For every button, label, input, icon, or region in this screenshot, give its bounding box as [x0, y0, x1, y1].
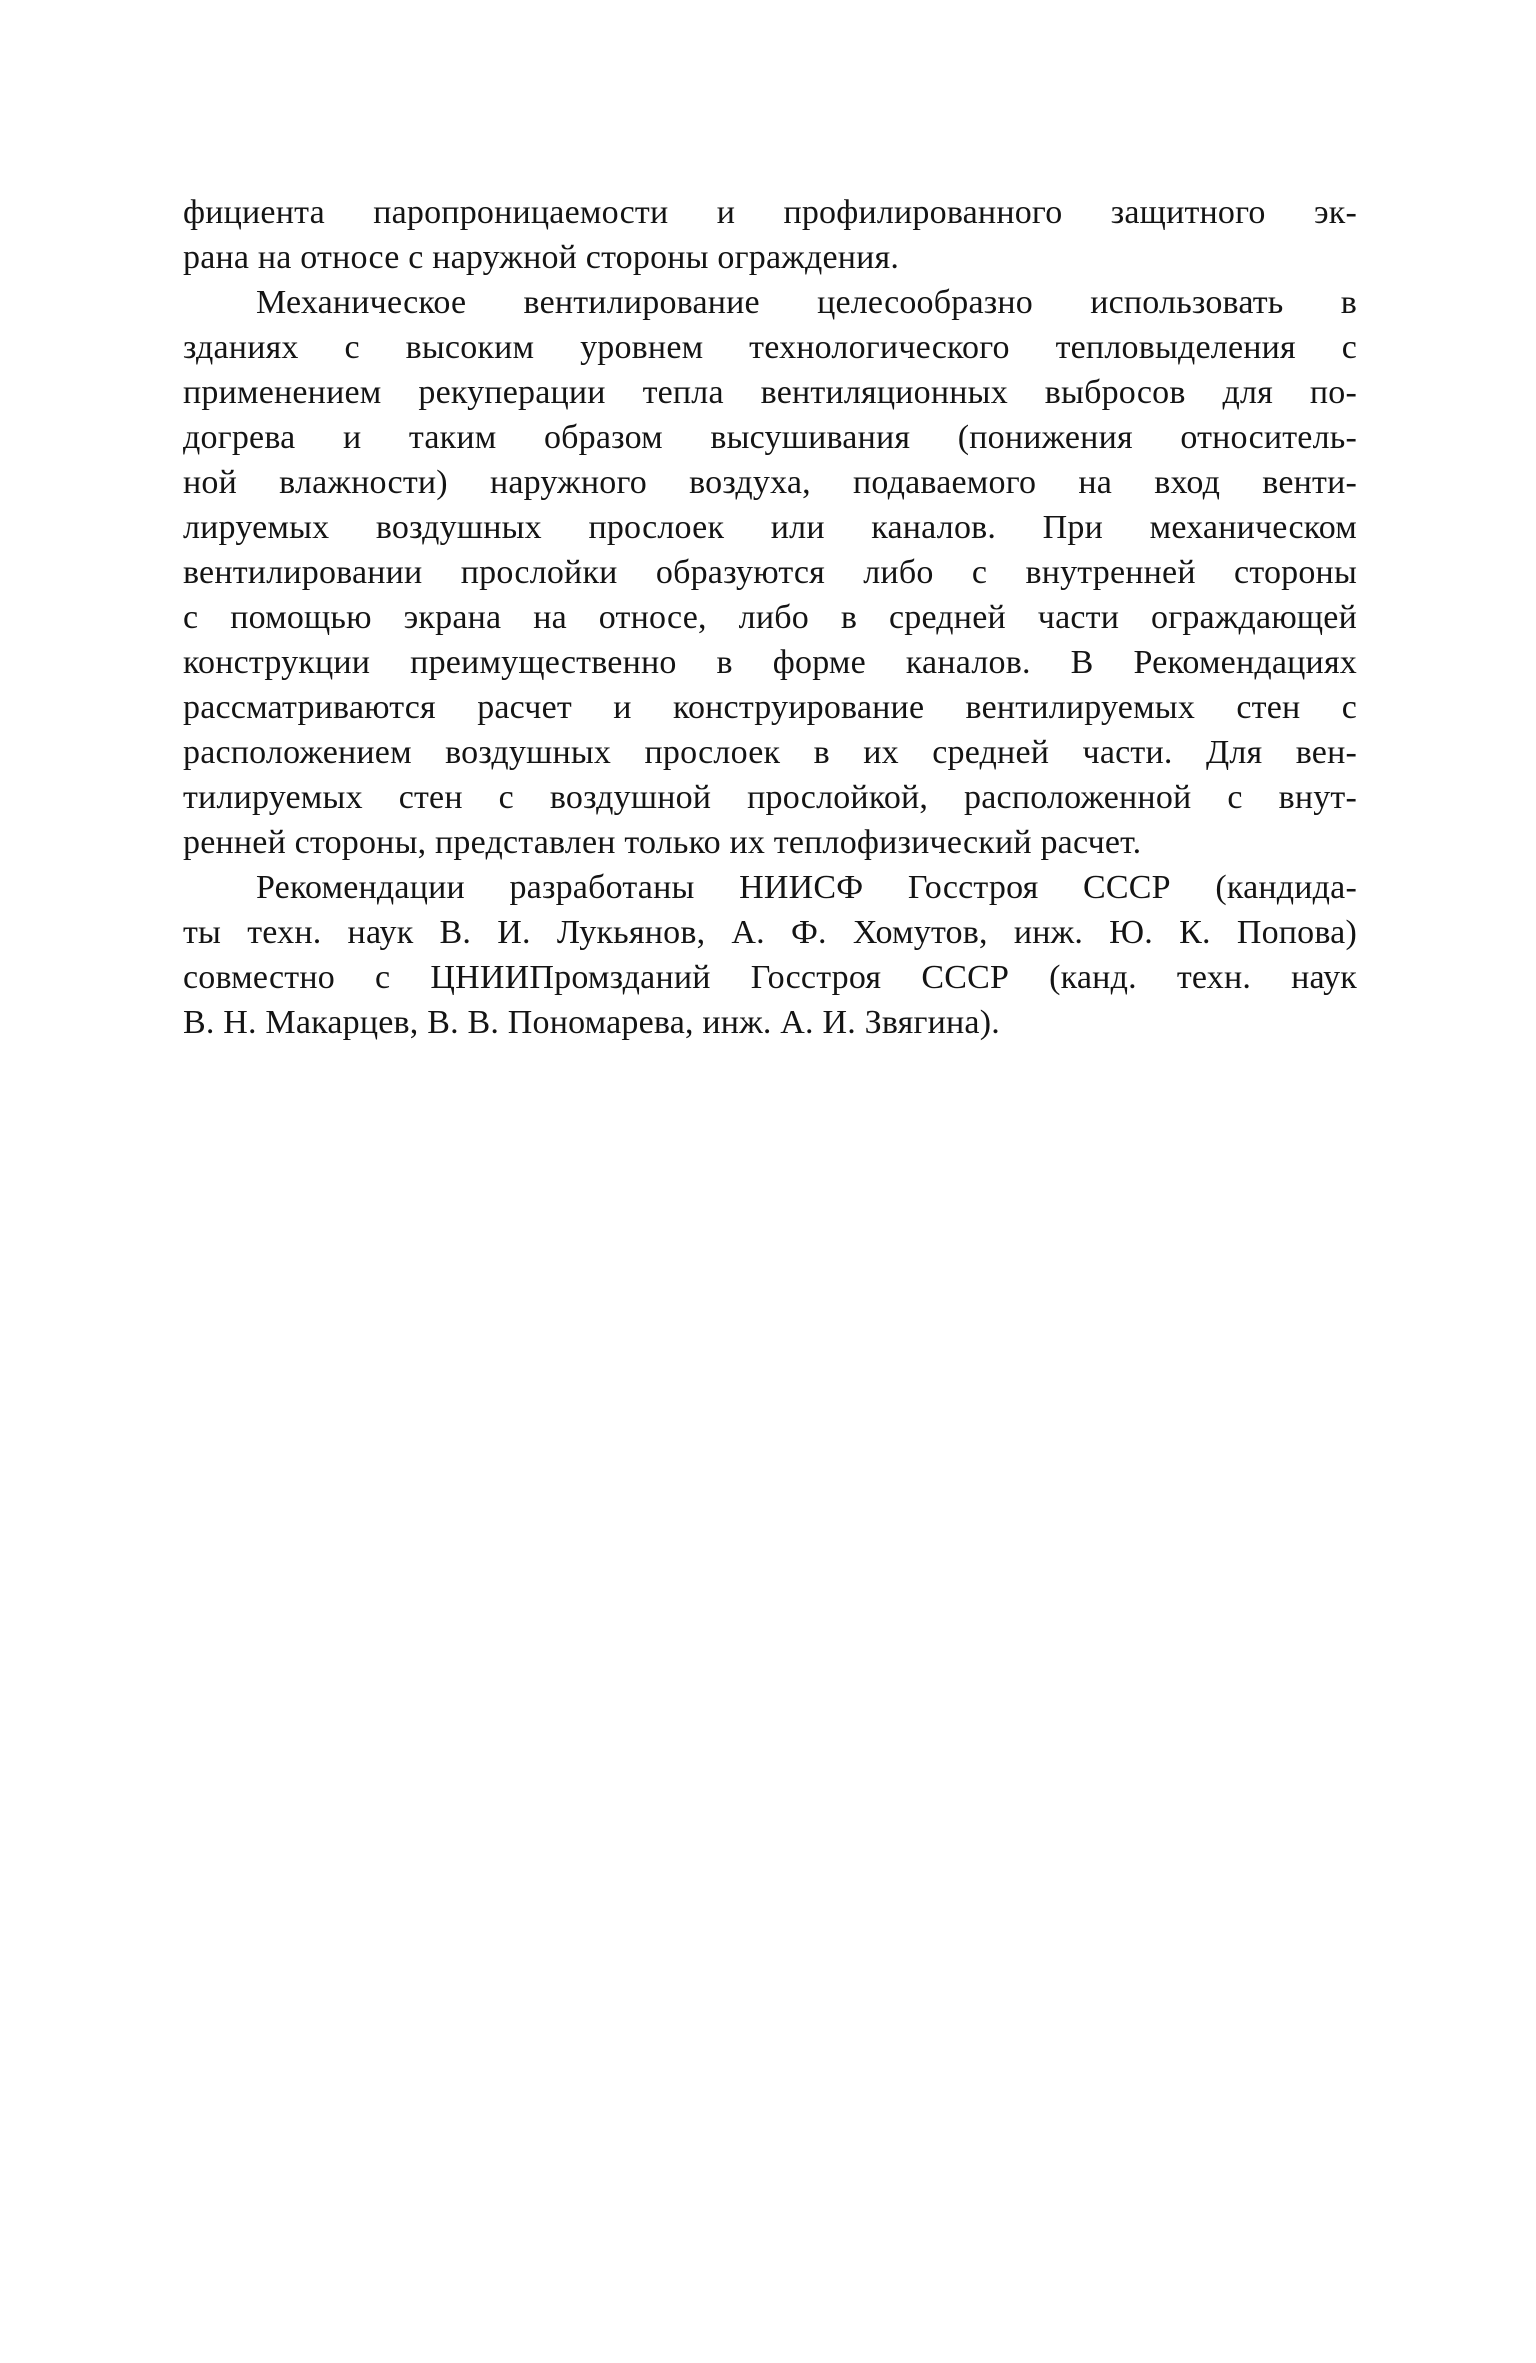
text-line: совместно с ЦНИИПромзданий Госстроя СССР (канд. техн. наук — [183, 959, 1357, 996]
text-line: ной влажности) наружного воздуха, подаваемого на вход венти- — [183, 464, 1357, 501]
text-line: с помощью экрана на относе, либо в средней части ограждающей — [183, 599, 1357, 636]
text-line: рана на относе с наружной стороны ограждения. — [183, 239, 900, 276]
paragraph-continuation — [183, 190, 1357, 280]
text-line: применением рекуперации тепла вентиляционных выбросов для по- — [183, 374, 1357, 411]
text-line: ты техн. наук В. И. Лукьянов, А. Ф. Хомутов, инж. Ю. К. Попова) — [183, 914, 1357, 951]
paragraph-mechanical-ventilation — [183, 280, 1357, 865]
text-line: расположением воздушных прослоек в их средней части. Для вен- — [183, 734, 1357, 771]
text-line: зданиях с высоким уровнем технологического тепловыделения с — [183, 329, 1357, 366]
text-line: фициента паропроницаемости и профилированного защитного эк- — [183, 194, 1357, 231]
text-line: тилируемых стен с воздушной прослойкой, расположенной с внут- — [183, 779, 1357, 816]
text-line: вентилировании прослойки образуются либо с внутренней стороны — [183, 554, 1357, 591]
text-line: Рекомендации разработаны НИИСФ Госстроя СССР (кандида- — [256, 869, 1357, 906]
text-line: догрева и таким образом высушивания (понижения относитель- — [183, 419, 1357, 456]
text-line: ренней стороны, представлен только их теплофизический расчет. — [183, 824, 1142, 861]
text-line: В. Н. Макарцев, В. В. Пономарева, инж. А. И. Звягина). — [183, 1004, 1000, 1041]
text-line: рассматриваются расчет и конструирование вентилируемых стен с — [183, 689, 1357, 726]
body-text — [183, 190, 1357, 1045]
text-line: Механическое вентилирование целесообразно использовать в — [256, 284, 1357, 321]
paragraph-authors — [183, 865, 1357, 1045]
text-line: лируемых воздушных прослоек или каналов. При механическом — [183, 509, 1357, 546]
text-line: конструкции преимущественно в форме каналов. В Рекомендациях — [183, 644, 1357, 681]
